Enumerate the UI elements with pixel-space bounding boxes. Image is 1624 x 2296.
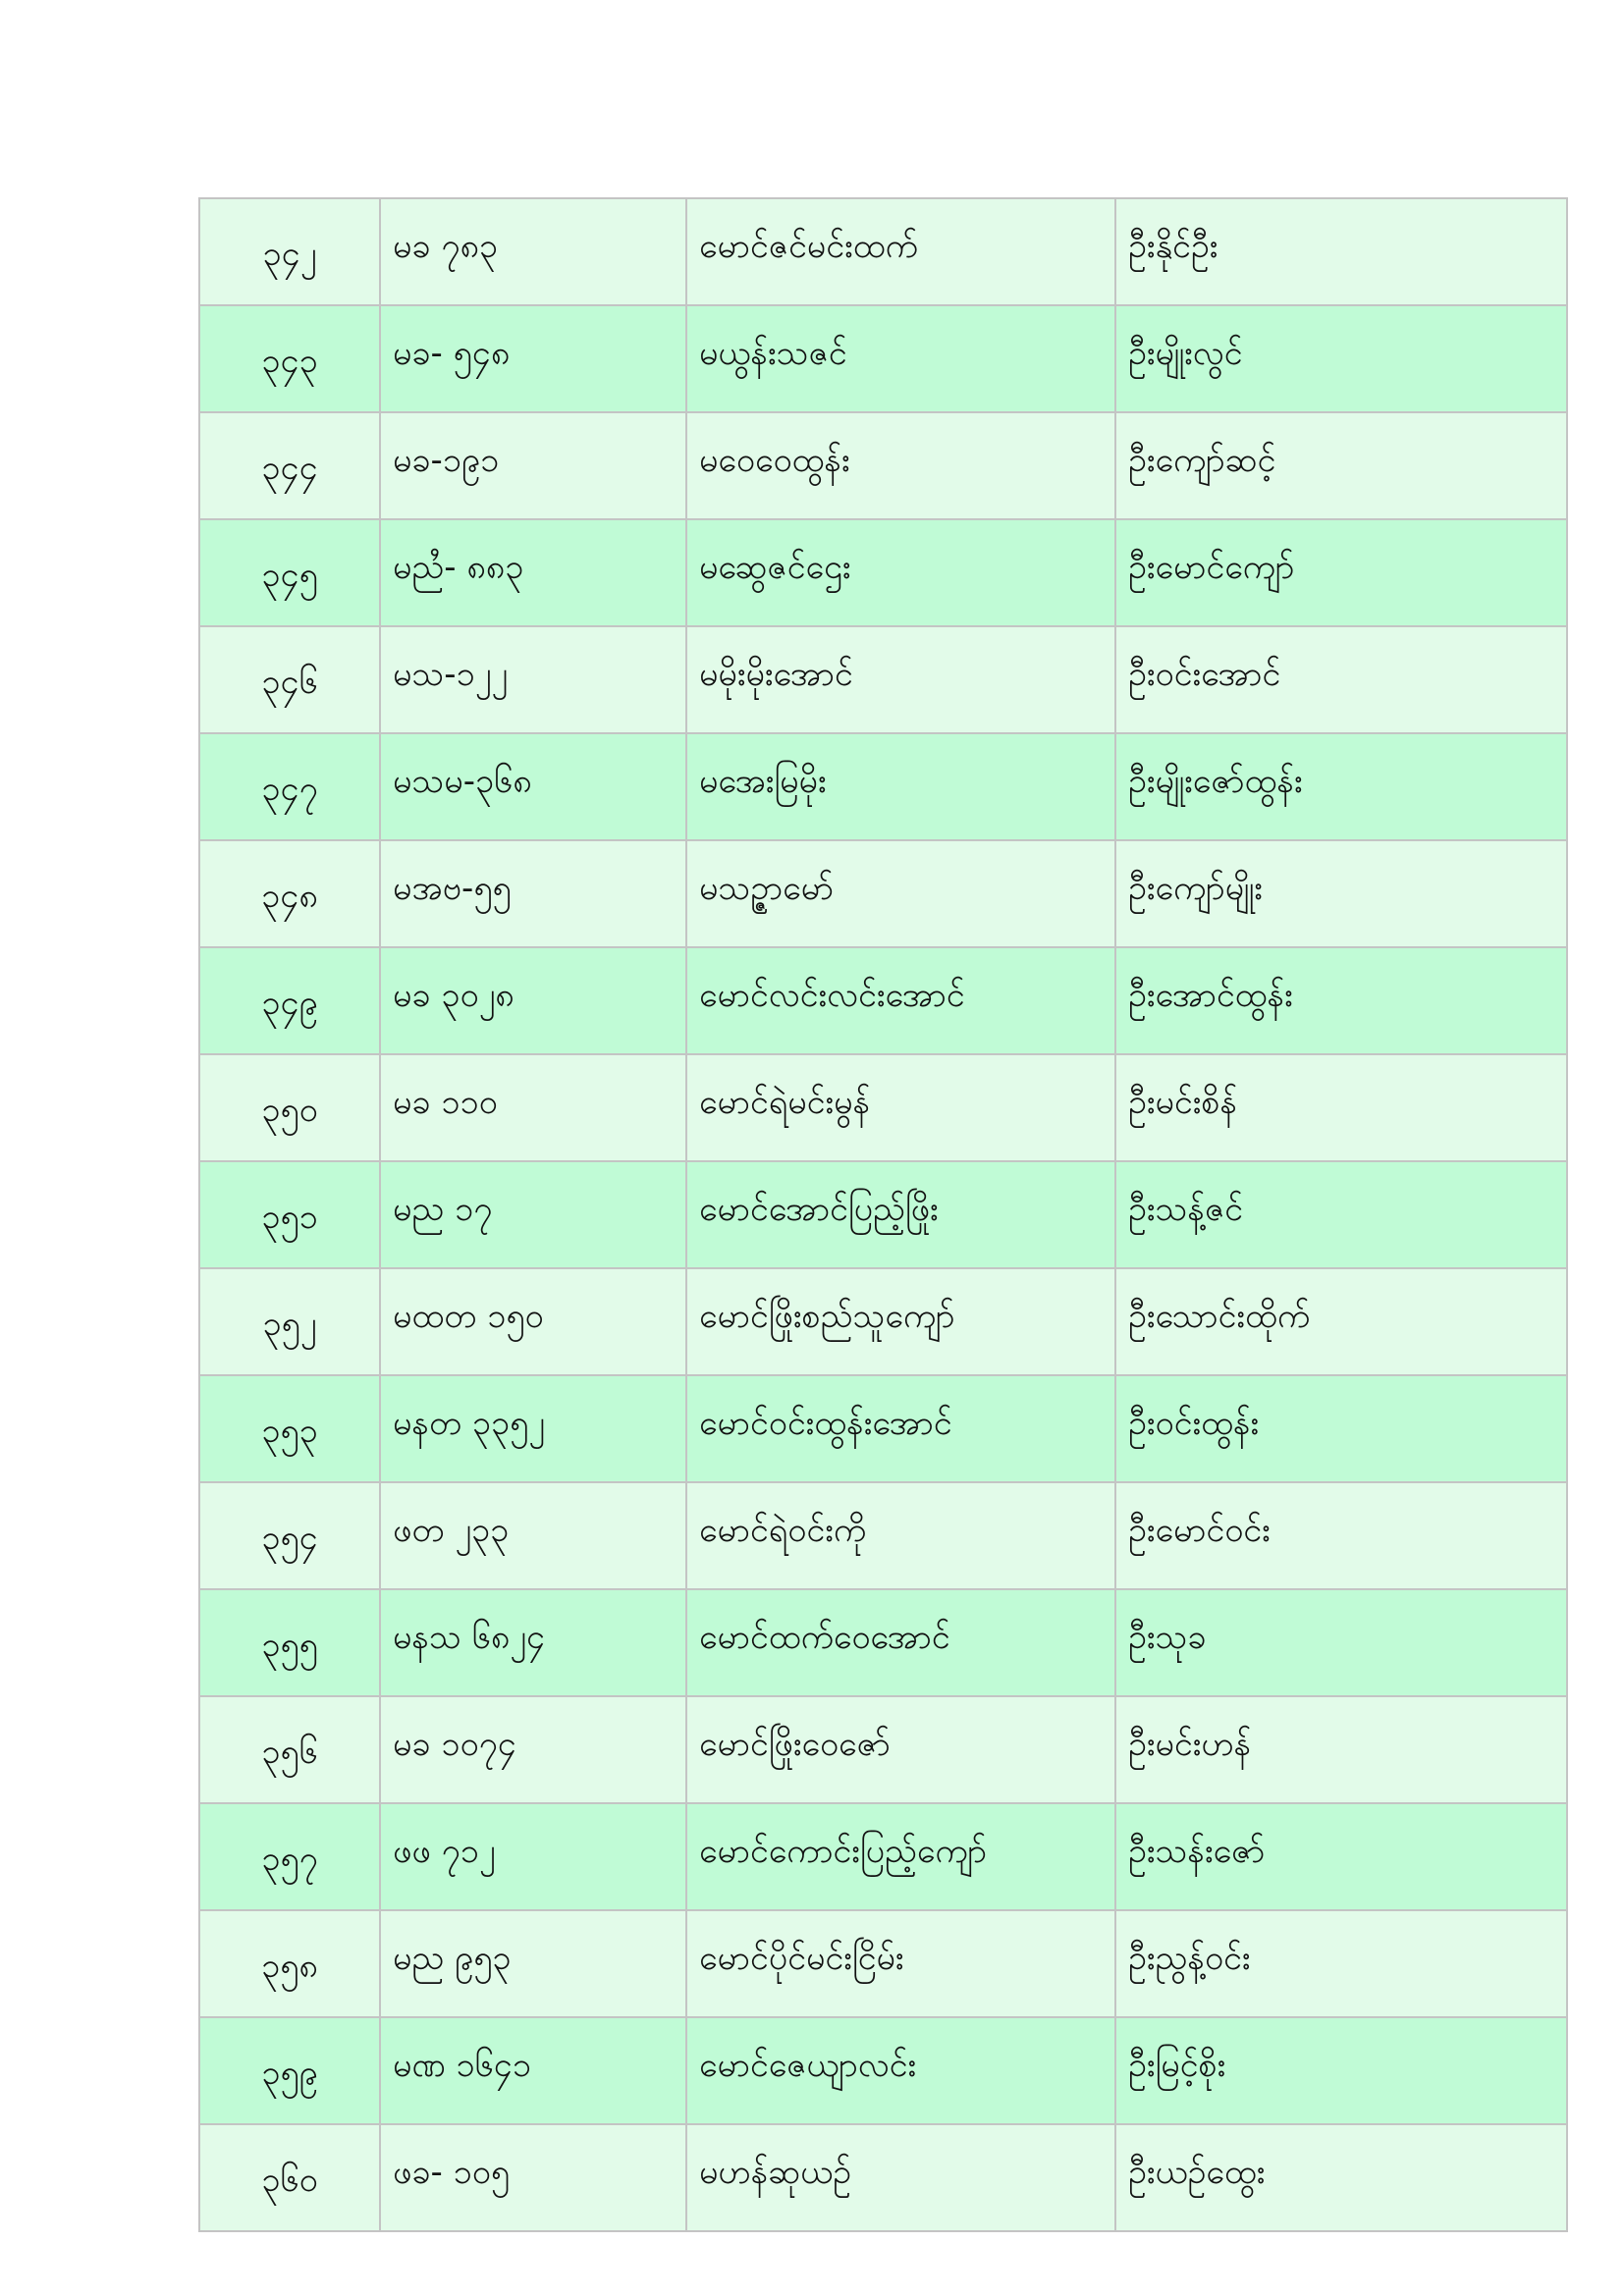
row-number-cell: ၃၄၄: [199, 412, 380, 519]
table-row: [199, 626, 1567, 733]
registration-id-cell: မခ ၃၀၂၈: [380, 947, 686, 1054]
father-name-cell: ဦးနိုင်ဦး: [1115, 198, 1567, 305]
father-name-cell: ဦးသန့်ဇင်: [1115, 1161, 1567, 1268]
father-name-cell: ဦးယဉ်ထွေး: [1115, 2124, 1567, 2231]
student-name-cell: မောင်ဇေယျာလင်း: [686, 2017, 1115, 2124]
table-row: [199, 1482, 1567, 1589]
student-name-cell: မဟန်ဆုယဉ်: [686, 2124, 1115, 2231]
row-number-cell: ၃၅၂: [199, 1268, 380, 1375]
row-number-cell: ၃၅၇: [199, 1803, 380, 1910]
registration-id-cell: မခ- ၅၄၈: [380, 305, 686, 412]
row-number-cell: ၃၅၈: [199, 1910, 380, 2017]
father-name-cell: ဦးမြင့်စိုး: [1115, 2017, 1567, 2124]
registration-id-cell: မသ-၁၂၂: [380, 626, 686, 733]
table-row: [199, 412, 1567, 519]
registration-id-cell: မခ ၁၀၇၄: [380, 1696, 686, 1803]
table-row: [199, 1696, 1567, 1803]
student-name-cell: မောင်ကောင်းပြည့်ကျော်: [686, 1803, 1115, 1910]
table-row: [199, 1268, 1567, 1375]
student-name-cell: မောင်ရဲဝင်းကို: [686, 1482, 1115, 1589]
table-row: [199, 198, 1567, 305]
student-name-cell: မောင်လင်းလင်းအောင်: [686, 947, 1115, 1054]
table-row: [199, 1910, 1567, 2017]
table-row: [199, 2017, 1567, 2124]
table-row: [199, 2124, 1567, 2231]
student-name-cell: မောင်ဇင်မင်းထက်: [686, 198, 1115, 305]
registration-id-cell: မသမ-၃၆၈: [380, 733, 686, 840]
table-row: [199, 1589, 1567, 1696]
registration-id-cell: ဖဖ ၇၁၂: [380, 1803, 686, 1910]
registration-id-cell: မည ၉၅၃: [380, 1910, 686, 2017]
father-name-cell: ဦးညွန့်ဝင်း: [1115, 1910, 1567, 2017]
registration-id-cell: မအဗ-၅၅: [380, 840, 686, 947]
father-name-cell: ဦးသောင်းထိုက်: [1115, 1268, 1567, 1375]
student-name-cell: မဆွေဇင်ဌေး: [686, 519, 1115, 626]
student-name-cell: မောင်ရဲမင်းမွန်: [686, 1054, 1115, 1161]
table-row: [199, 947, 1567, 1054]
registration-id-cell: မနသ ၆၈၂၄: [380, 1589, 686, 1696]
row-number-cell: ၃၅၃: [199, 1375, 380, 1482]
table-body: [199, 198, 1567, 2231]
table-row: [199, 1161, 1567, 1268]
student-name-cell: မောင်ဝင်းထွန်းအောင်: [686, 1375, 1115, 1482]
registration-id-cell: မည ၁၇: [380, 1161, 686, 1268]
student-name-cell: မအေးမြမိုး: [686, 733, 1115, 840]
row-number-cell: ၃၄၈: [199, 840, 380, 947]
student-name-cell: မောင်အောင်ပြည့်ဖြိုး: [686, 1161, 1115, 1268]
row-number-cell: ၃၅၁: [199, 1161, 380, 1268]
table-row: [199, 840, 1567, 947]
table-row: [199, 733, 1567, 840]
table-row: [199, 1803, 1567, 1910]
row-number-cell: ၃၄၅: [199, 519, 380, 626]
father-name-cell: ဦးမောင်ကျော်: [1115, 519, 1567, 626]
student-name-cell: မောင်ထက်ဝေအောင်: [686, 1589, 1115, 1696]
registration-id-cell: မဏ ၁၆၄၁: [380, 2017, 686, 2124]
row-number-cell: ၃၅၀: [199, 1054, 380, 1161]
row-number-cell: ၃၅၉: [199, 2017, 380, 2124]
table-row: [199, 1375, 1567, 1482]
row-number-cell: ၃၄၃: [199, 305, 380, 412]
father-name-cell: ဦးကျော်ဆင့်: [1115, 412, 1567, 519]
registration-id-cell: မထတ ၁၅၀: [380, 1268, 686, 1375]
father-name-cell: ဦးမျိုးဇော်ထွန်း: [1115, 733, 1567, 840]
row-number-cell: ၃၅၅: [199, 1589, 380, 1696]
registration-id-cell: မညႆ- ၈၈၃: [380, 519, 686, 626]
father-name-cell: ဦးဝင်းထွန်း: [1115, 1375, 1567, 1482]
father-name-cell: ဦးဝင်းအောင်: [1115, 626, 1567, 733]
father-name-cell: ဦးမင်းဟန်: [1115, 1696, 1567, 1803]
father-name-cell: ဦးမျိုးလွင်: [1115, 305, 1567, 412]
father-name-cell: ဦးမောင်ဝင်း: [1115, 1482, 1567, 1589]
row-number-cell: ၃၅၄: [199, 1482, 380, 1589]
student-name-cell: မဝေဝေထွန်း: [686, 412, 1115, 519]
student-name-cell: မောင်ဖြိုးဝေဇော်: [686, 1696, 1115, 1803]
registration-id-cell: ဖခ- ၁၀၅: [380, 2124, 686, 2231]
father-name-cell: ဦးသန်းဇော်: [1115, 1803, 1567, 1910]
row-number-cell: ၃၄၇: [199, 733, 380, 840]
student-list-table: [198, 197, 1568, 2232]
registration-id-cell: ဖတ ၂၃၃: [380, 1482, 686, 1589]
table-row: [199, 305, 1567, 412]
registration-id-cell: မခ ၇၈၃: [380, 198, 686, 305]
student-name-cell: မောင်ဖြိုးစည်သူကျော်: [686, 1268, 1115, 1375]
row-number-cell: ၃၆၀: [199, 2124, 380, 2231]
row-number-cell: ၃၅၆: [199, 1696, 380, 1803]
registration-id-cell: မခ-၁၉၁: [380, 412, 686, 519]
father-name-cell: ဦးအောင်ထွန်း: [1115, 947, 1567, 1054]
registration-id-cell: မခ ၁၁၀: [380, 1054, 686, 1161]
row-number-cell: ၃၄၉: [199, 947, 380, 1054]
father-name-cell: ဦးမင်းစိန်: [1115, 1054, 1567, 1161]
father-name-cell: ဦးသုခ: [1115, 1589, 1567, 1696]
table-row: [199, 1054, 1567, 1161]
student-name-cell: မောင်ပိုင်မင်းငြိမ်း: [686, 1910, 1115, 2017]
registration-id-cell: မနတ ၃၃၅၂: [380, 1375, 686, 1482]
student-name-cell: မမိုးမိုးအောင်: [686, 626, 1115, 733]
student-name-cell: မယွန်းသဇင်: [686, 305, 1115, 412]
father-name-cell: ဦးကျော်မျိုး: [1115, 840, 1567, 947]
student-name-cell: မသဉ္ဇာမော်: [686, 840, 1115, 947]
row-number-cell: ၃၄၆: [199, 626, 380, 733]
row-number-cell: ၃၄၂: [199, 198, 380, 305]
table-row: [199, 519, 1567, 626]
